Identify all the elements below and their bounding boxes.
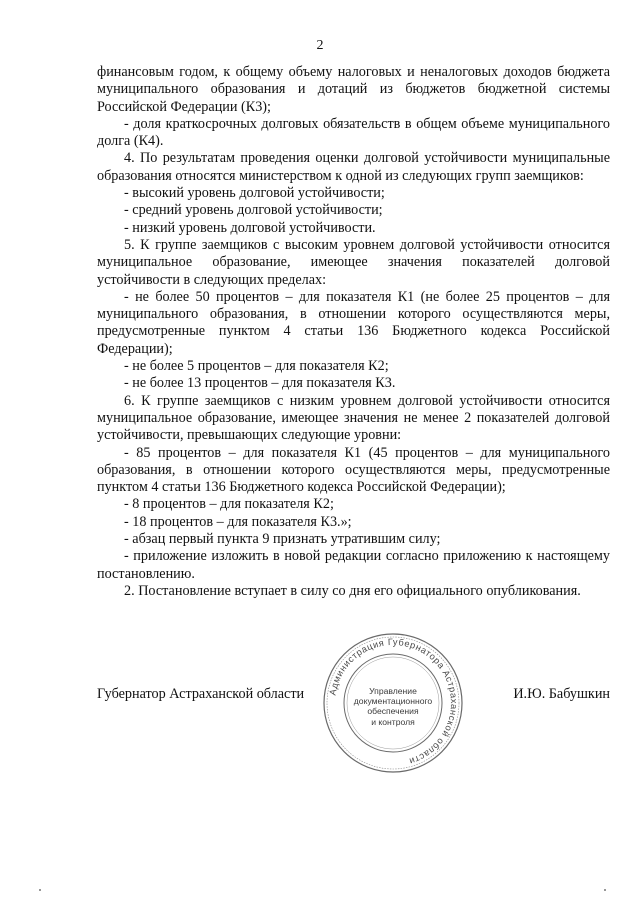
paragraph: 2. Постановление вступает в силу со дня его официального опубликования.	[124, 582, 581, 599]
official-seal	[322, 632, 464, 774]
paragraph: - не более 5 процентов – для показателя К2;	[124, 358, 389, 375]
signatory-name: И.Ю. Бабушкин	[513, 686, 610, 702]
paragraph: - высокий уровень долговой устойчивости;	[124, 185, 385, 202]
paragraph: - средний уровень долговой устойчивости;	[124, 202, 383, 219]
paragraph: - приложение изложить в новой редакции согласно приложению к настоящему постановлению.	[97, 548, 610, 582]
seal-center-text	[352, 686, 434, 727]
paragraph: 6. К группе заемщиков с низким уровнем долговой устойчивости относится муниципальное образование, имеющее значения не менее 2 показателей долговой устойчивости, превышающих следующие уровни:	[97, 392, 610, 444]
scan-dot	[604, 889, 606, 891]
paragraph: - абзац первый пункта 9 признать утратившим силу;	[124, 531, 441, 548]
document-body	[97, 64, 610, 600]
paragraph: - не более 50 процентов – для показателя К1 (не более 25 процентов – для муниципального образования, в отношении которого осуществляются меры, предусмотренные пунктом 4 статьи 136 Бюджетного кодекса Российской Федерации);	[97, 288, 610, 357]
seal-ring-text: Администрация Губернатора Астраханской области	[327, 636, 460, 767]
paragraph: - доля краткосрочных долговых обязательств в общем объеме муниципального долга (К4).	[97, 115, 610, 150]
paragraph: - не более 13 процентов – для показателя К3.	[124, 375, 396, 392]
page-number: 2	[316, 38, 324, 53]
paragraph: - 8 процентов – для показателя К2;	[124, 496, 334, 513]
paragraph: финансовым годом, к общему объему налоговых и неналоговых доходов бюджета муниципального образования и дотаций из бюджетов бюджетной системы Российской Федерации (К3);	[97, 64, 610, 115]
paragraph: - 85 процентов – для показателя К1 (45 процентов – для муниципального образования, в отношении которого осуществляются меры, предусмотренные пунктом 4 статьи 136 Бюджетного кодекса Российской Федерации);	[97, 444, 610, 496]
paragraph: - низкий уровень долговой устойчивости.	[124, 219, 376, 236]
seal-line: Управление	[369, 686, 417, 696]
seal-line: документационного	[353, 696, 433, 707]
paragraph: 5. К группе заемщиков с высоким уровнем долговой устойчивости относится муниципальное образование, имеющее значения показателей долговой устойчивости в следующих пределах:	[97, 236, 610, 288]
paragraph: - 18 процентов – для показателя К3.»;	[124, 513, 352, 530]
paragraph: 4. По результатам проведения оценки долговой устойчивости муниципальные образования относятся министерством к одной из следующих групп заемщиков:	[97, 150, 610, 184]
seal-line: и контроля	[371, 716, 415, 727]
scan-dot	[39, 889, 41, 891]
signatory-position: Губернатор Астраханской области	[97, 686, 305, 702]
seal-line: обеспечения	[367, 706, 419, 717]
